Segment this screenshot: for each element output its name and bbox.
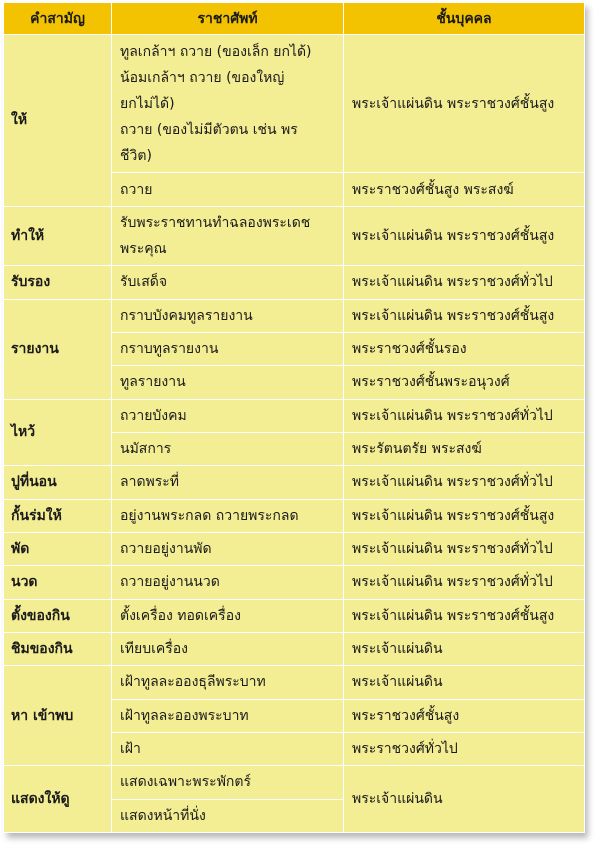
royal-word-cell xyxy=(112,366,344,399)
person-class-cell: พระเจ้าแผ่นดิน พระราชวงศ์ชั้นสูง xyxy=(344,299,585,332)
royal-word-line: ตั้งเครื่อง ทอดเครื่อง xyxy=(120,607,241,624)
table-row xyxy=(4,266,585,299)
royal-word-line: แสดงหน้าที่นั่ง xyxy=(120,807,206,824)
royal-word-cell xyxy=(112,432,344,465)
royal-word-cell xyxy=(112,466,344,499)
person-class-cell: พระเจ้าแผ่นดิน xyxy=(344,766,585,833)
table-row xyxy=(4,666,585,699)
common-word-cell: ไหว้ xyxy=(4,399,112,466)
royal-word-line: พระคุณ xyxy=(120,241,167,257)
royal-word-line: เฝ้า xyxy=(120,741,141,758)
table-row xyxy=(4,566,585,599)
person-class-cell: พระเจ้าแผ่นดิน พระราชวงศ์ทั่วไป xyxy=(344,399,585,432)
royal-word-cell xyxy=(112,666,344,699)
royal-word-line: เฝ้าทูลละอองพระบาท xyxy=(120,707,249,724)
royal-word-cell xyxy=(112,699,344,732)
royal-word-cell xyxy=(112,299,344,332)
royal-word-line: ทูลรายงาน xyxy=(120,374,186,391)
person-class-cell: พระเจ้าแผ่นดิน xyxy=(344,632,585,665)
table-row xyxy=(4,632,585,665)
royal-word-line: นมัสการ xyxy=(120,441,172,458)
royal-word-cell xyxy=(112,499,344,532)
royal-word-cell xyxy=(112,532,344,565)
person-class-cell: พระเจ้าแผ่นดิน xyxy=(344,666,585,699)
table-body xyxy=(4,35,585,833)
common-word-cell: กั้นร่มให้ xyxy=(4,499,112,532)
person-class-cell: พระราชวงศ์ชั้นรอง xyxy=(344,332,585,365)
royal-word-cell xyxy=(112,599,344,632)
person-class-cell: พระราชวงศ์ชั้นสูง พระสงฆ์ xyxy=(344,173,585,206)
royal-word-cell xyxy=(112,266,344,299)
royal-word-line: ถวาย (ของไม่มีตัวตน เช่น พร xyxy=(120,121,298,138)
person-class-cell: พระเจ้าแผ่นดิน พระราชวงศ์ทั่วไป xyxy=(344,466,585,499)
common-word-cell: นวด xyxy=(4,566,112,599)
royal-word-line: ยกไม่ได้) xyxy=(120,95,175,112)
person-class-cell: พระเจ้าแผ่นดิน พระราชวงศ์ทั่วไป xyxy=(344,532,585,565)
common-word-cell: ปูที่นอน xyxy=(4,466,112,499)
royal-word-line: กราบบังคมทูลรายงาน xyxy=(120,307,253,324)
common-word-cell: รับรอง xyxy=(4,266,112,299)
person-class-cell: พระราชวงศ์ชั้นพระอนุวงศ์ xyxy=(344,366,585,399)
person-class-cell: พระเจ้าแผ่นดิน พระราชวงศ์ทั่วไป xyxy=(344,566,585,599)
person-class-cell: พระเจ้าแผ่นดิน พระราชวงศ์ชั้นสูง xyxy=(344,599,585,632)
person-class-cell: พระราชวงศ์ชั้นสูง xyxy=(344,699,585,732)
person-class-cell: พระเจ้าแผ่นดิน พระราชวงศ์ชั้นสูง xyxy=(344,206,585,266)
royal-word-line: เทียบเครื่อง xyxy=(120,641,189,658)
table-row xyxy=(4,206,585,266)
royal-word-cell xyxy=(112,799,344,832)
table-row xyxy=(4,35,585,173)
royal-word-line: ถวายอยู่งานนวด xyxy=(120,574,220,591)
table-row xyxy=(4,599,585,632)
common-word-cell: ชิมของกิน xyxy=(4,632,112,665)
royal-word-line: รับพระราชทานทำฉลองพระเดช xyxy=(120,215,311,231)
royal-word-line: ลาดพระที่ xyxy=(120,474,180,491)
common-word-cell: ตั้งของกิน xyxy=(4,599,112,632)
royal-word-line: ถวายบังคม xyxy=(120,407,187,424)
table-row xyxy=(4,299,585,332)
table-row xyxy=(4,499,585,532)
royal-word-cell xyxy=(112,632,344,665)
royal-word-line: ชีวิต) xyxy=(120,147,152,164)
royal-word-line: กราบทูลรายงาน xyxy=(120,341,219,358)
table-row xyxy=(4,766,585,799)
table-header-row xyxy=(4,3,585,35)
header-common-word: คำสามัญ xyxy=(4,3,112,35)
royal-word-cell xyxy=(112,399,344,432)
person-class-cell: พระเจ้าแผ่นดิน พระราชวงศ์ชั้นสูง xyxy=(344,35,585,173)
royal-word-cell xyxy=(112,206,344,266)
person-class-cell: พระเจ้าแผ่นดิน พระราชวงศ์ทั่วไป xyxy=(344,266,585,299)
person-class-cell: พระเจ้าแผ่นดิน พระราชวงศ์ชั้นสูง xyxy=(344,499,585,532)
header-person-class: ชั้นบุคคล xyxy=(344,3,585,35)
royal-word-cell xyxy=(112,332,344,365)
royal-word-cell xyxy=(112,766,344,799)
royal-word-line: ถวาย xyxy=(120,181,153,198)
royal-word-line: น้อมเกล้าฯ ถวาย (ของใหญ่ xyxy=(120,69,285,86)
royal-word-line: ทูลเกล้าฯ ถวาย (ของเล็ก ยกได้) xyxy=(120,43,312,60)
royal-word-line: รับเสด็จ xyxy=(120,274,168,291)
common-word-cell: ให้ xyxy=(4,35,112,207)
table-row xyxy=(4,399,585,432)
common-word-cell: แสดงให้ดู xyxy=(4,766,112,833)
royal-word-line: ถวายอยู่งานพัด xyxy=(120,541,212,558)
royal-vocabulary-table-container xyxy=(3,2,584,833)
person-class-cell: พระรัตนตรัย พระสงฆ์ xyxy=(344,432,585,465)
person-class-cell: พระราชวงศ์ทั่วไป xyxy=(344,732,585,765)
common-word-cell: พัด xyxy=(4,532,112,565)
royal-word-cell xyxy=(112,566,344,599)
table-row xyxy=(4,466,585,499)
common-word-cell: รายงาน xyxy=(4,299,112,399)
royal-word-line: อยู่งานพระกลด ถวายพระกลด xyxy=(120,507,299,524)
header-royal-word: ราชาศัพท์ xyxy=(112,3,344,35)
royal-vocabulary-table xyxy=(3,2,585,833)
common-word-cell: ทำให้ xyxy=(4,206,112,266)
royal-word-cell xyxy=(112,732,344,765)
royal-word-cell xyxy=(112,35,344,173)
royal-word-line: แสดงเฉพาะพระพักตร์ xyxy=(120,774,252,791)
royal-word-cell xyxy=(112,173,344,206)
royal-word-line: เฝ้าทูลละอองธุลีพระบาท xyxy=(120,674,266,691)
table-row xyxy=(4,532,585,565)
common-word-cell: หา เข้าพบ xyxy=(4,666,112,766)
